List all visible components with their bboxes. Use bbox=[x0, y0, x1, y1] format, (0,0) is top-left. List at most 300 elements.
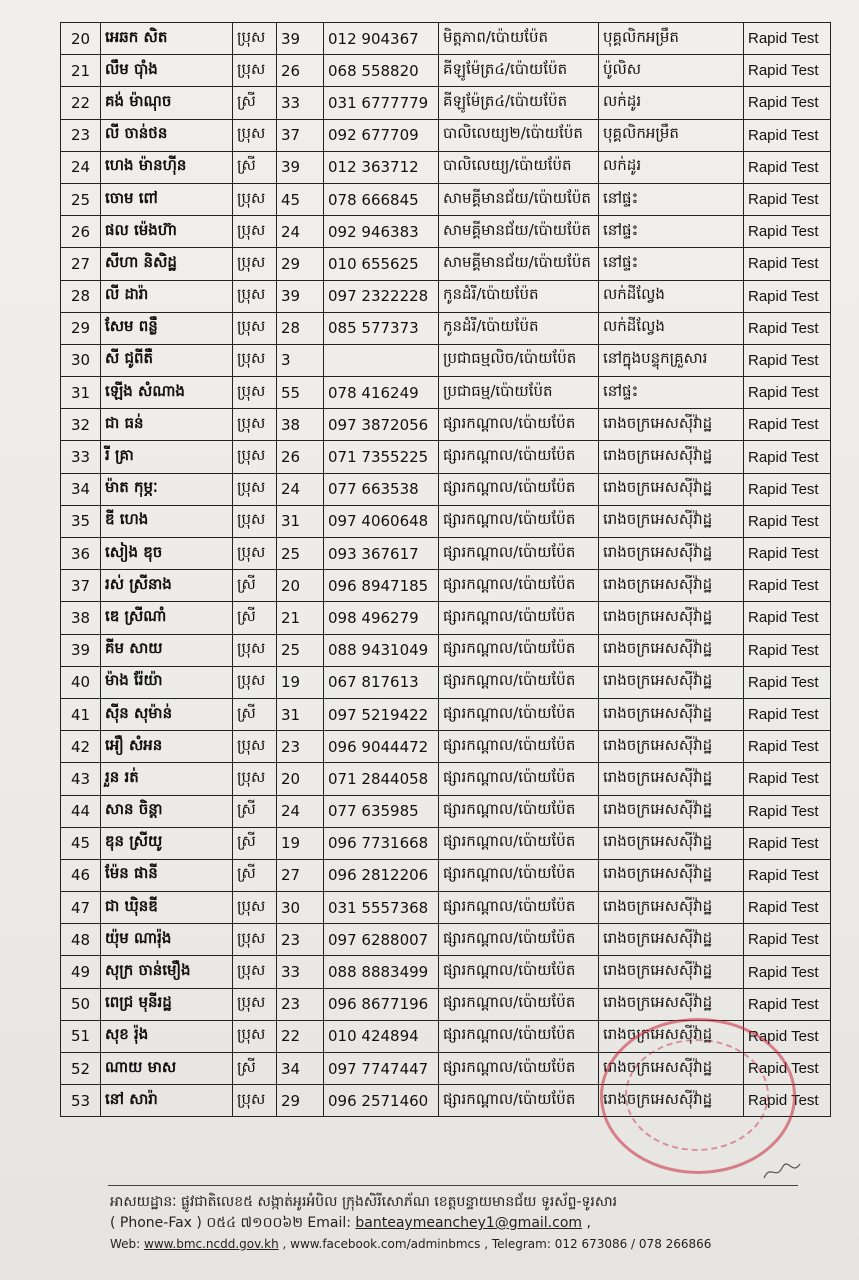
person-address: ផ្សារកណ្តាល/ប៉ោយប៉ែត bbox=[439, 988, 599, 1020]
person-age: 33 bbox=[277, 87, 324, 119]
row-number: 38 bbox=[61, 602, 101, 634]
person-sex: ប្រុស bbox=[233, 988, 277, 1020]
person-sex: ស្រី bbox=[233, 151, 277, 183]
person-address: ប្រជាធម្មលិច/ប៉ោយប៉ែត bbox=[439, 344, 599, 376]
person-occupation: រោងចក្រអេសស៊ីវ៉ាដ្ឋ bbox=[599, 795, 744, 827]
row-number: 28 bbox=[61, 280, 101, 312]
table-row bbox=[61, 956, 831, 988]
person-phone: 031 6777779 bbox=[324, 87, 439, 119]
test-type: Rapid Test bbox=[744, 23, 831, 55]
footer-web-line: Web: www.bmc.ncdd.gov.kh , www.facebook.com/adminbmcs , Telegram: 012 673086 / 078 266866 bbox=[110, 1237, 712, 1251]
person-occupation: បុគ្គលិកអម្រឹត bbox=[599, 23, 744, 55]
person-phone: 077 663538 bbox=[324, 473, 439, 505]
table-row bbox=[61, 538, 831, 570]
person-sex: ប្រុស bbox=[233, 409, 277, 441]
person-age: 29 bbox=[277, 1085, 324, 1117]
person-name: ម៉ែន ផានី bbox=[101, 859, 233, 891]
person-sex: ស្រី bbox=[233, 87, 277, 119]
person-occupation: រោងចក្រអេសស៊ីវ៉ាដ្ឋ bbox=[599, 763, 744, 795]
test-type: Rapid Test bbox=[744, 441, 831, 473]
facebook-link[interactable]: www.facebook.com/adminbmcs bbox=[290, 1237, 481, 1251]
person-address: ផ្សារកណ្តាល/ប៉ោយប៉ែត bbox=[439, 666, 599, 698]
row-number: 37 bbox=[61, 570, 101, 602]
person-phone: 078 666845 bbox=[324, 183, 439, 215]
person-occupation: បុគ្គលិកអម្រឹត bbox=[599, 119, 744, 151]
person-phone: 031 5557368 bbox=[324, 892, 439, 924]
person-name: ចោម ពៅ bbox=[101, 183, 233, 215]
person-phone: 010 655625 bbox=[324, 248, 439, 280]
person-age: 26 bbox=[277, 55, 324, 87]
table-row bbox=[61, 216, 831, 248]
person-address: ផ្សារកណ្តាល/ប៉ោយប៉ែត bbox=[439, 1020, 599, 1052]
person-phone: 067 817613 bbox=[324, 666, 439, 698]
test-type: Rapid Test bbox=[744, 634, 831, 666]
person-phone: 088 8883499 bbox=[324, 956, 439, 988]
person-occupation: លក់ដូរ bbox=[599, 87, 744, 119]
row-number: 24 bbox=[61, 151, 101, 183]
test-type: Rapid Test bbox=[744, 87, 831, 119]
person-name: សី ជូពីតឺ bbox=[101, 344, 233, 376]
person-age: 39 bbox=[277, 23, 324, 55]
person-age: 21 bbox=[277, 602, 324, 634]
person-phone: 096 8947185 bbox=[324, 570, 439, 602]
table-row bbox=[61, 119, 831, 151]
person-age: 55 bbox=[277, 377, 324, 409]
person-age: 25 bbox=[277, 634, 324, 666]
person-address: ផ្សារកណ្តាល/ប៉ោយប៉ែត bbox=[439, 634, 599, 666]
row-number: 40 bbox=[61, 666, 101, 698]
person-name: ឌុន ស្រីយូ bbox=[101, 827, 233, 859]
rapid-test-roster-table bbox=[60, 22, 831, 1117]
person-sex: ប្រុស bbox=[233, 119, 277, 151]
person-sex: ប្រុស bbox=[233, 505, 277, 537]
email-label: Email: bbox=[307, 1215, 351, 1231]
person-address: ផ្សារកណ្តាល/ប៉ោយប៉ែត bbox=[439, 538, 599, 570]
person-sex: ប្រុស bbox=[233, 312, 277, 344]
person-sex: ប្រុស bbox=[233, 892, 277, 924]
person-name: រស់ ស្រីនាង bbox=[101, 570, 233, 602]
person-phone: 097 4060648 bbox=[324, 505, 439, 537]
person-occupation: នៅផ្ទះ bbox=[599, 216, 744, 248]
person-sex: ប្រុស bbox=[233, 666, 277, 698]
row-number: 52 bbox=[61, 1053, 101, 1085]
person-sex: ប្រុស bbox=[233, 634, 277, 666]
person-age: 45 bbox=[277, 183, 324, 215]
row-number: 23 bbox=[61, 119, 101, 151]
person-address: ផ្សារកណ្តាល/ប៉ោយប៉ែត bbox=[439, 924, 599, 956]
table-row bbox=[61, 344, 831, 376]
person-occupation: នៅក្នុងបន្ទុកគ្រួសារ bbox=[599, 344, 744, 376]
person-address: បាលិលេយ្យ២/ប៉ោយប៉ែត bbox=[439, 119, 599, 151]
person-occupation: លក់ដីល្វែង bbox=[599, 312, 744, 344]
person-occupation: លក់ដីល្វែង bbox=[599, 280, 744, 312]
person-sex: ប្រុស bbox=[233, 538, 277, 570]
person-occupation: រោងចក្រអេសស៊ីវ៉ាដ្ឋ bbox=[599, 731, 744, 763]
table-row bbox=[61, 248, 831, 280]
person-occupation: រោងចក្រអេសស៊ីវ៉ាដ្ឋ bbox=[599, 538, 744, 570]
person-age: 3 bbox=[277, 344, 324, 376]
table-row bbox=[61, 892, 831, 924]
person-sex: ស្រី bbox=[233, 570, 277, 602]
person-name: សាន ចិន្តា bbox=[101, 795, 233, 827]
person-address: ផ្សារកណ្តាល/ប៉ោយប៉ែត bbox=[439, 698, 599, 730]
person-phone: 096 8677196 bbox=[324, 988, 439, 1020]
website-link[interactable]: www.bmc.ncdd.gov.kh bbox=[144, 1237, 279, 1251]
person-name: សែម ពន្លឺ bbox=[101, 312, 233, 344]
person-name: ឌី ហេង bbox=[101, 505, 233, 537]
person-address: ផ្សារកណ្តាល/ប៉ោយប៉ែត bbox=[439, 602, 599, 634]
table-row bbox=[61, 924, 831, 956]
test-type: Rapid Test bbox=[744, 1020, 831, 1052]
table-row bbox=[61, 505, 831, 537]
person-phone: 077 635985 bbox=[324, 795, 439, 827]
person-sex: ប្រុស bbox=[233, 473, 277, 505]
row-number: 45 bbox=[61, 827, 101, 859]
table-row bbox=[61, 731, 831, 763]
row-number: 47 bbox=[61, 892, 101, 924]
table-row bbox=[61, 151, 831, 183]
table-row bbox=[61, 763, 831, 795]
person-occupation: នៅផ្ទះ bbox=[599, 183, 744, 215]
table-row bbox=[61, 602, 831, 634]
test-type: Rapid Test bbox=[744, 216, 831, 248]
person-sex: ប្រុស bbox=[233, 344, 277, 376]
test-type: Rapid Test bbox=[744, 763, 831, 795]
person-address: កូនដំរី/ប៉ោយប៉ែត bbox=[439, 280, 599, 312]
telegram-label: Telegram: bbox=[491, 1237, 551, 1251]
person-occupation: រោងចក្រអេសស៊ីវ៉ាដ្ឋ bbox=[599, 505, 744, 537]
person-occupation: រោងចក្រអេសស៊ីវ៉ាដ្ឋ bbox=[599, 956, 744, 988]
person-occupation: រោងចក្រអេសស៊ីវ៉ាដ្ឋ bbox=[599, 827, 744, 859]
row-number: 34 bbox=[61, 473, 101, 505]
person-sex: ប្រុស bbox=[233, 441, 277, 473]
phone-fax-number: ០៥៤ ៧១០០៦២ bbox=[206, 1215, 303, 1231]
person-phone: 012 363712 bbox=[324, 151, 439, 183]
person-name: ហេង ម៉ានហ៊ីន bbox=[101, 151, 233, 183]
person-name: សីហា និសិដ្ឋ bbox=[101, 248, 233, 280]
row-number: 35 bbox=[61, 505, 101, 537]
person-age: 33 bbox=[277, 956, 324, 988]
web-label: Web: bbox=[110, 1237, 141, 1251]
person-name: អេឆក សិត bbox=[101, 23, 233, 55]
table-row bbox=[61, 23, 831, 55]
table-row bbox=[61, 666, 831, 698]
row-number: 33 bbox=[61, 441, 101, 473]
person-phone: 097 6288007 bbox=[324, 924, 439, 956]
test-type: Rapid Test bbox=[744, 151, 831, 183]
person-address: សាមគ្គីមានជ័យ/ប៉ោយប៉ែត bbox=[439, 216, 599, 248]
person-address: ផ្សារកណ្តាល/ប៉ោយប៉ែត bbox=[439, 892, 599, 924]
row-number: 48 bbox=[61, 924, 101, 956]
person-sex: ប្រុស bbox=[233, 23, 277, 55]
test-type: Rapid Test bbox=[744, 248, 831, 280]
row-number: 31 bbox=[61, 377, 101, 409]
person-phone: 097 2322228 bbox=[324, 280, 439, 312]
test-type: Rapid Test bbox=[744, 473, 831, 505]
person-phone: 088 9431049 bbox=[324, 634, 439, 666]
table-row bbox=[61, 377, 831, 409]
table-row bbox=[61, 795, 831, 827]
row-number: 20 bbox=[61, 23, 101, 55]
person-age: 37 bbox=[277, 119, 324, 151]
person-age: 23 bbox=[277, 731, 324, 763]
row-number: 21 bbox=[61, 55, 101, 87]
row-number: 39 bbox=[61, 634, 101, 666]
person-occupation: រោងចក្រអេសស៊ីវ៉ាដ្ឋ bbox=[599, 602, 744, 634]
person-age: 24 bbox=[277, 473, 324, 505]
person-occupation: រោងចក្រអេសស៊ីវ៉ាដ្ឋ bbox=[599, 924, 744, 956]
table-row bbox=[61, 988, 831, 1020]
person-name: ឌេ ស្រីណាំ bbox=[101, 602, 233, 634]
test-type: Rapid Test bbox=[744, 698, 831, 730]
person-sex: ប្រុស bbox=[233, 1020, 277, 1052]
telegram-numbers: 012 673086 / 078 266866 bbox=[554, 1237, 712, 1251]
person-address: ផ្សារកណ្តាល/ប៉ោយប៉ែត bbox=[439, 570, 599, 602]
person-name: សុក្រ ចាន់មឿង bbox=[101, 956, 233, 988]
person-phone: 092 677709 bbox=[324, 119, 439, 151]
table-row bbox=[61, 1020, 831, 1052]
person-address: សាមគ្គីមានជ័យ/ប៉ោយប៉ែត bbox=[439, 248, 599, 280]
row-number: 29 bbox=[61, 312, 101, 344]
person-sex: ស្រី bbox=[233, 859, 277, 891]
person-occupation: រោងចក្រអេសស៊ីវ៉ាដ្ឋ bbox=[599, 570, 744, 602]
table-row bbox=[61, 280, 831, 312]
person-age: 20 bbox=[277, 763, 324, 795]
person-address: កូនដំរី/ប៉ោយប៉ែត bbox=[439, 312, 599, 344]
person-address: ផ្សារកណ្តាល/ប៉ោយប៉ែត bbox=[439, 795, 599, 827]
person-name: ពេជ្រ មុនីរដ្ឋ bbox=[101, 988, 233, 1020]
table-row bbox=[61, 55, 831, 87]
person-occupation: រោងចក្រអេសស៊ីវ៉ាដ្ឋ bbox=[599, 859, 744, 891]
table-row bbox=[61, 827, 831, 859]
test-type: Rapid Test bbox=[744, 409, 831, 441]
person-name: លី ដារ៉ា bbox=[101, 280, 233, 312]
person-name: ម៉ាត កុម្ភៈ bbox=[101, 473, 233, 505]
person-address: ផ្សារកណ្តាល/ប៉ោយប៉ែត bbox=[439, 409, 599, 441]
person-address: ផ្សារកណ្តាល/ប៉ោយប៉ែត bbox=[439, 473, 599, 505]
person-name: ម៉ាង រ៉ែយ៉ា bbox=[101, 666, 233, 698]
address-label: អាសយដ្ឋានៈ bbox=[110, 1194, 177, 1210]
person-name: លី ចាន់ថន bbox=[101, 119, 233, 151]
person-age: 34 bbox=[277, 1053, 324, 1085]
person-age: 38 bbox=[277, 409, 324, 441]
person-sex: ស្រី bbox=[233, 602, 277, 634]
person-name: យ៉ុម ណារ៉ុង bbox=[101, 924, 233, 956]
person-occupation: រោងចក្រអេសស៊ីវ៉ាដ្ឋ bbox=[599, 666, 744, 698]
person-age: 23 bbox=[277, 988, 324, 1020]
person-phone: 096 2571460 bbox=[324, 1085, 439, 1117]
roster-body bbox=[61, 23, 831, 1117]
person-phone: 071 2844058 bbox=[324, 763, 439, 795]
person-address: គីឡូម៉ែត្រ៤/ប៉ោយប៉ែត bbox=[439, 55, 599, 87]
person-occupation: រោងចក្រអេសស៊ីវ៉ាដ្ឋ bbox=[599, 409, 744, 441]
person-phone: 097 5219422 bbox=[324, 698, 439, 730]
person-address: ផ្សារកណ្តាល/ប៉ោយប៉ែត bbox=[439, 956, 599, 988]
email-link[interactable]: banteaymeanchey1@gmail.com bbox=[355, 1215, 583, 1231]
person-address: ផ្សារកណ្តាល/ប៉ោយប៉ែត bbox=[439, 731, 599, 763]
person-occupation: នៅផ្ទះ bbox=[599, 377, 744, 409]
person-address: សាមគ្គីមានជ័យ/ប៉ោយប៉ែត bbox=[439, 183, 599, 215]
person-phone: 096 9044472 bbox=[324, 731, 439, 763]
phone-fax-label: ( Phone-Fax ) bbox=[110, 1215, 202, 1231]
person-name: អឿ សំអន bbox=[101, 731, 233, 763]
person-sex: ប្រុស bbox=[233, 183, 277, 215]
person-name: ស៊ីន សុម៉ាន់ bbox=[101, 698, 233, 730]
table-row bbox=[61, 441, 831, 473]
person-address: បាលិលេយ្យ/ប៉ោយប៉ែត bbox=[439, 151, 599, 183]
test-type: Rapid Test bbox=[744, 602, 831, 634]
person-occupation: នៅផ្ទះ bbox=[599, 248, 744, 280]
person-age: 20 bbox=[277, 570, 324, 602]
test-type: Rapid Test bbox=[744, 55, 831, 87]
address-text: ផ្លូវជាតិលេខ៥ សង្កាត់អូរអំបិល ក្រុងសិរីសោភ័ណ ខេត្តបន្ទាយមានជ័យ ទូរស័ព្ទ-ទូរសារ bbox=[180, 1194, 618, 1210]
table-row bbox=[61, 634, 831, 666]
footer-address-line bbox=[110, 1192, 840, 1213]
table-row bbox=[61, 87, 831, 119]
person-name: ណាយ មាស bbox=[101, 1053, 233, 1085]
person-age: 23 bbox=[277, 924, 324, 956]
person-occupation: រោងចក្រអេសស៊ីវ៉ាដ្ឋ bbox=[599, 1053, 744, 1085]
person-name: ជា ធន់ bbox=[101, 409, 233, 441]
person-sex: ប្រុស bbox=[233, 55, 277, 87]
person-age: 31 bbox=[277, 698, 324, 730]
person-phone: 098 496279 bbox=[324, 602, 439, 634]
person-occupation: រោងចក្រអេសស៊ីវ៉ាដ្ឋ bbox=[599, 634, 744, 666]
person-age: 39 bbox=[277, 151, 324, 183]
person-age: 27 bbox=[277, 859, 324, 891]
table-row bbox=[61, 859, 831, 891]
person-age: 24 bbox=[277, 216, 324, 248]
person-age: 39 bbox=[277, 280, 324, 312]
person-phone: 097 7747447 bbox=[324, 1053, 439, 1085]
person-name: នៅ សារ៉ា bbox=[101, 1085, 233, 1117]
row-number: 46 bbox=[61, 859, 101, 891]
person-name: ឡើង សំណាង bbox=[101, 377, 233, 409]
table-row bbox=[61, 409, 831, 441]
test-type: Rapid Test bbox=[744, 344, 831, 376]
person-age: 25 bbox=[277, 538, 324, 570]
person-occupation: រោងចក្រអេសស៊ីវ៉ាដ្ឋ bbox=[599, 1085, 744, 1117]
person-name: សៀង ឌុច bbox=[101, 538, 233, 570]
person-occupation: រោងចក្រអេសស៊ីវ៉ាដ្ឋ bbox=[599, 1020, 744, 1052]
test-type: Rapid Test bbox=[744, 312, 831, 344]
table-row bbox=[61, 312, 831, 344]
person-phone: 010 424894 bbox=[324, 1020, 439, 1052]
person-phone: 085 577373 bbox=[324, 312, 439, 344]
person-occupation: រោងចក្រអេសស៊ីវ៉ាដ្ឋ bbox=[599, 892, 744, 924]
person-phone: 096 7731668 bbox=[324, 827, 439, 859]
table-row bbox=[61, 473, 831, 505]
test-type: Rapid Test bbox=[744, 795, 831, 827]
row-number: 32 bbox=[61, 409, 101, 441]
test-type: Rapid Test bbox=[744, 731, 831, 763]
table-row bbox=[61, 698, 831, 730]
test-type: Rapid Test bbox=[744, 666, 831, 698]
test-type: Rapid Test bbox=[744, 956, 831, 988]
person-sex: ស្រី bbox=[233, 827, 277, 859]
row-number: 53 bbox=[61, 1085, 101, 1117]
person-age: 31 bbox=[277, 505, 324, 537]
person-phone: 093 367617 bbox=[324, 538, 439, 570]
person-sex: ប្រុស bbox=[233, 924, 277, 956]
person-name: លឹម ប៉ាំង bbox=[101, 55, 233, 87]
footer-divider bbox=[108, 1185, 798, 1186]
person-address: មិត្តភាព/ប៉ោយប៉ែត bbox=[439, 23, 599, 55]
person-name: សុខ រ៉ុង bbox=[101, 1020, 233, 1052]
person-name: គីម សាយ bbox=[101, 634, 233, 666]
footer-contact-line: ( Phone-Fax ) ០៥៤ ៧១០០៦២ Email: banteaymeanchey1@gmail.com , bbox=[110, 1215, 591, 1231]
person-age: 24 bbox=[277, 795, 324, 827]
test-type: Rapid Test bbox=[744, 280, 831, 312]
person-age: 19 bbox=[277, 827, 324, 859]
person-phone: 096 2812206 bbox=[324, 859, 439, 891]
person-address: ផ្សារកណ្តាល/ប៉ោយប៉ែត bbox=[439, 505, 599, 537]
test-type: Rapid Test bbox=[744, 505, 831, 537]
person-address: ផ្សារកណ្តាល/ប៉ោយប៉ែត bbox=[439, 859, 599, 891]
person-name: រី គ្រា bbox=[101, 441, 233, 473]
row-number: 50 bbox=[61, 988, 101, 1020]
person-address: ផ្សារកណ្តាល/ប៉ោយប៉ែត bbox=[439, 827, 599, 859]
person-name: គង់ ម៉ាណុច bbox=[101, 87, 233, 119]
row-number: 30 bbox=[61, 344, 101, 376]
row-number: 43 bbox=[61, 763, 101, 795]
test-type: Rapid Test bbox=[744, 827, 831, 859]
person-phone: 097 3872056 bbox=[324, 409, 439, 441]
test-type: Rapid Test bbox=[744, 1053, 831, 1085]
row-number: 25 bbox=[61, 183, 101, 215]
person-phone: 092 946383 bbox=[324, 216, 439, 248]
test-type: Rapid Test bbox=[744, 1085, 831, 1117]
person-sex: ប្រុស bbox=[233, 280, 277, 312]
table-row bbox=[61, 1053, 831, 1085]
person-sex: ប្រុស bbox=[233, 248, 277, 280]
person-phone: 068 558820 bbox=[324, 55, 439, 87]
person-age: 29 bbox=[277, 248, 324, 280]
person-address: ប្រជាធម្ម/ប៉ោយប៉ែត bbox=[439, 377, 599, 409]
person-name: ជា ឃុិនឌី bbox=[101, 892, 233, 924]
person-occupation: រោងចក្រអេសស៊ីវ៉ាដ្ឋ bbox=[599, 441, 744, 473]
row-number: 51 bbox=[61, 1020, 101, 1052]
person-occupation: លក់ដូរ bbox=[599, 151, 744, 183]
table-row bbox=[61, 1085, 831, 1117]
person-sex: ប្រុស bbox=[233, 1085, 277, 1117]
person-address: ផ្សារកណ្តាល/ប៉ោយប៉ែត bbox=[439, 441, 599, 473]
row-number: 44 bbox=[61, 795, 101, 827]
person-phone: 012 904367 bbox=[324, 23, 439, 55]
row-number: 22 bbox=[61, 87, 101, 119]
person-sex: ស្រី bbox=[233, 698, 277, 730]
page-footer bbox=[110, 1192, 840, 1255]
person-occupation: រោងចក្រអេសស៊ីវ៉ាដ្ឋ bbox=[599, 698, 744, 730]
person-phone: 078 416249 bbox=[324, 377, 439, 409]
test-type: Rapid Test bbox=[744, 924, 831, 956]
person-address: ផ្សារកណ្តាល/ប៉ោយប៉ែត bbox=[439, 1053, 599, 1085]
person-phone bbox=[324, 344, 439, 376]
person-sex: ស្រី bbox=[233, 1053, 277, 1085]
person-occupation: រោងចក្រអេសស៊ីវ៉ាដ្ឋ bbox=[599, 988, 744, 1020]
table-row bbox=[61, 183, 831, 215]
row-number: 41 bbox=[61, 698, 101, 730]
row-number: 36 bbox=[61, 538, 101, 570]
row-number: 42 bbox=[61, 731, 101, 763]
person-name: រួន រត់ bbox=[101, 763, 233, 795]
test-type: Rapid Test bbox=[744, 119, 831, 151]
person-address: គីឡូម៉ែត្រ៤/ប៉ោយប៉ែត bbox=[439, 87, 599, 119]
person-sex: ប្រុស bbox=[233, 377, 277, 409]
person-sex: ប្រុស bbox=[233, 731, 277, 763]
person-name: ផល ម៉េងហ៊ា bbox=[101, 216, 233, 248]
person-address: ផ្សារកណ្តាល/ប៉ោយប៉ែត bbox=[439, 763, 599, 795]
